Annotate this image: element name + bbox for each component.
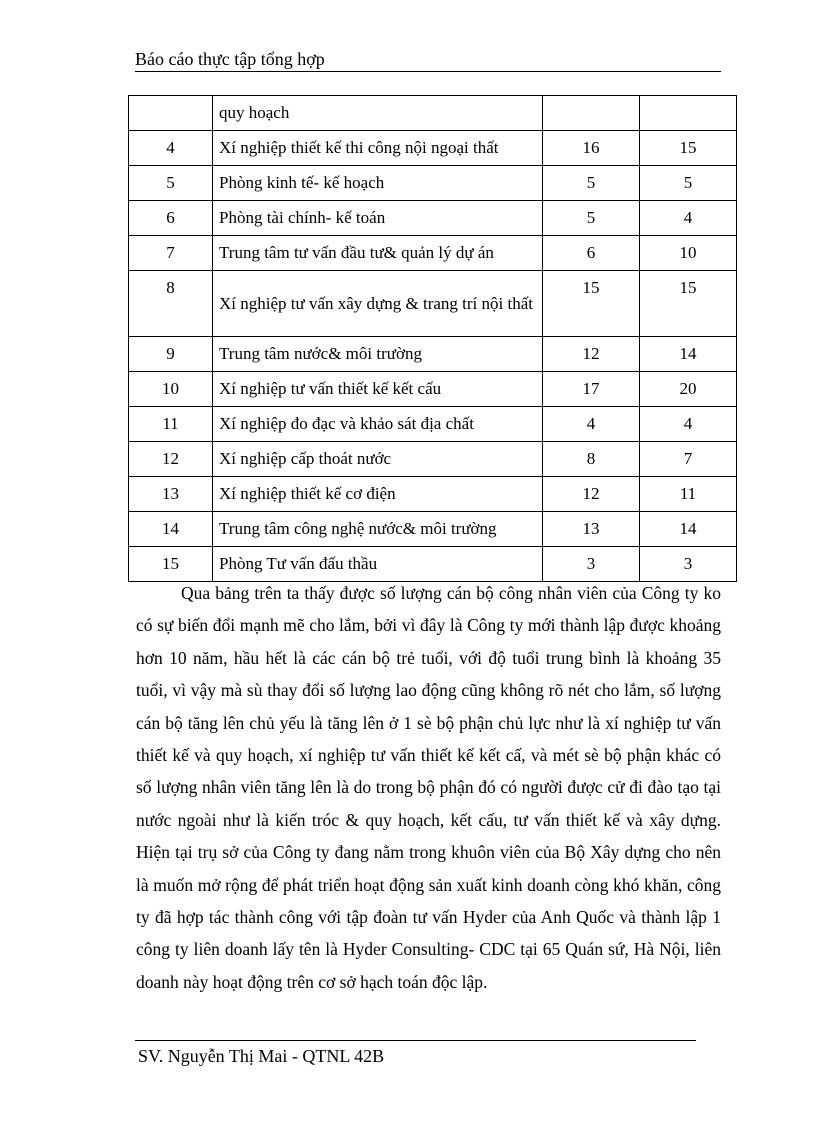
- staff-count-previous: 8: [543, 442, 640, 477]
- body-paragraph: Qua bảng trên ta thấy được số lượng cán bộ công nhân viên của Công ty ko có sự biến đổi mạnh mẽ cho lắm, bởi vì đây là Công ty mới thành lập được khoảng hơn 10 năm, hầu hết là các cán bộ trẻ tuổi, với độ tuổi trung bình là khoảng 35 tuổi, vì vậy mà sù thay đổi số lượng lao động cũng không rõ nét cho lắm, số lượng cán bộ tăng lên chủ yếu là tăng lên ở 1 sè bộ phận chủ lực như là xí nghiệp tư vấn thiết kế và quy hoạch, xí nghiệp tư vấn thiết kế kết cấ, và mét sè bộ phận khác có số lượng nhân viên tăng lên là do trong bộ phận đó có người được cử đi đào tạo tại nước ngoài như là kiến tróc & quy hoạch, kết cấu, tư vấn thiết kế và xây dựng. Hiện tại trụ sở của Công ty đang nằm trong khuôn viên của Bộ Xây dựng cho nên là muốn mở rộng để phát triển hoạt động sản xuất kinh doanh còng khó khăn, công ty đã hợp tác thành công với tập đoàn tư vấn Hyder của Anh Quốc và thành lập 1 công ty liên doanh lấy tên là Hyder Consulting- CDC tại 65 Quán sứ, Hà Nội, liên doanh này hoạt động trên cơ sở hạch toán độc lập.: [136, 583, 721, 992]
- row-number: 15: [129, 547, 213, 582]
- staff-count-previous: 12: [543, 337, 640, 372]
- staff-count-current: 11: [640, 477, 737, 512]
- unit-name: Xí nghiệp thiết kế cơ điện: [213, 477, 543, 512]
- row-number: 7: [129, 236, 213, 271]
- unit-name: Phòng tài chính- kế toán: [213, 201, 543, 236]
- table-row: [129, 201, 737, 236]
- unit-name: Trung tâm nước& môi trường: [213, 337, 543, 372]
- page-header-title: Báo cáo thực tập tổng hợp: [135, 49, 325, 69]
- staff-count-previous: 6: [543, 236, 640, 271]
- staff-count-current: 4: [640, 407, 737, 442]
- table-row: [129, 337, 737, 372]
- row-number: 5: [129, 166, 213, 201]
- unit-name: Xí nghiệp thiết kế thi công nội ngoại thất: [213, 131, 543, 166]
- staff-count-current: [640, 96, 737, 131]
- staff-count-current: 4: [640, 201, 737, 236]
- staff-count-current: 15: [640, 131, 737, 166]
- staff-count-previous: 15: [543, 271, 640, 337]
- unit-name: Xí nghiệp đo đạc và khảo sát địa chất: [213, 407, 543, 442]
- header-divider: [135, 71, 721, 72]
- table-row: [129, 407, 737, 442]
- row-number: 13: [129, 477, 213, 512]
- table-row: [129, 236, 737, 271]
- unit-name: Xí nghiệp tư vấn thiết kế kết cấu: [213, 372, 543, 407]
- staff-count-current: 14: [640, 337, 737, 372]
- unit-name: Phòng Tư vấn đấu thầu: [213, 547, 543, 582]
- staff-count-current: 14: [640, 512, 737, 547]
- staff-count-current: 5: [640, 166, 737, 201]
- footer-divider: [135, 1040, 696, 1041]
- table-row: [129, 442, 737, 477]
- table-row: [129, 166, 737, 201]
- staff-count-previous: [543, 96, 640, 131]
- row-number: 10: [129, 372, 213, 407]
- staff-count-current: 10: [640, 236, 737, 271]
- table-row: [129, 96, 737, 131]
- row-number: 4: [129, 131, 213, 166]
- unit-name: Trung tâm công nghệ nước& môi trường: [213, 512, 543, 547]
- table-row: [129, 271, 737, 337]
- staff-count-previous: 5: [543, 201, 640, 236]
- row-number: 14: [129, 512, 213, 547]
- staff-count-table: [128, 95, 737, 582]
- page-footer-author: SV. Nguyễn Thị Mai - QTNL 42B: [138, 1046, 385, 1066]
- staff-count-current: 3: [640, 547, 737, 582]
- staff-count-current: 7: [640, 442, 737, 477]
- unit-name: Xí nghiệp cấp thoát nước: [213, 442, 543, 477]
- staff-count-current: 20: [640, 372, 737, 407]
- staff-count-previous: 5: [543, 166, 640, 201]
- table-row: [129, 372, 737, 407]
- table-row: [129, 512, 737, 547]
- row-number: 8: [129, 271, 213, 337]
- staff-count-previous: 16: [543, 131, 640, 166]
- table-row: [129, 477, 737, 512]
- staff-count-previous: 4: [543, 407, 640, 442]
- row-number: 11: [129, 407, 213, 442]
- unit-name: quy hoạch: [213, 96, 543, 131]
- unit-name: Trung tâm tư vấn đầu tư& quản lý dự án: [213, 236, 543, 271]
- row-number: [129, 96, 213, 131]
- row-number: 6: [129, 201, 213, 236]
- staff-count-previous: 3: [543, 547, 640, 582]
- staff-count-previous: 12: [543, 477, 640, 512]
- unit-name: Phòng kinh tế- kế hoạch: [213, 166, 543, 201]
- staff-count-current: 15: [640, 271, 737, 337]
- staff-count-previous: 17: [543, 372, 640, 407]
- row-number: 12: [129, 442, 213, 477]
- row-number: 9: [129, 337, 213, 372]
- table-row: [129, 131, 737, 166]
- staff-count-previous: 13: [543, 512, 640, 547]
- unit-name: Xí nghiệp tư vấn xây dựng & trang trí nội thất: [213, 271, 543, 337]
